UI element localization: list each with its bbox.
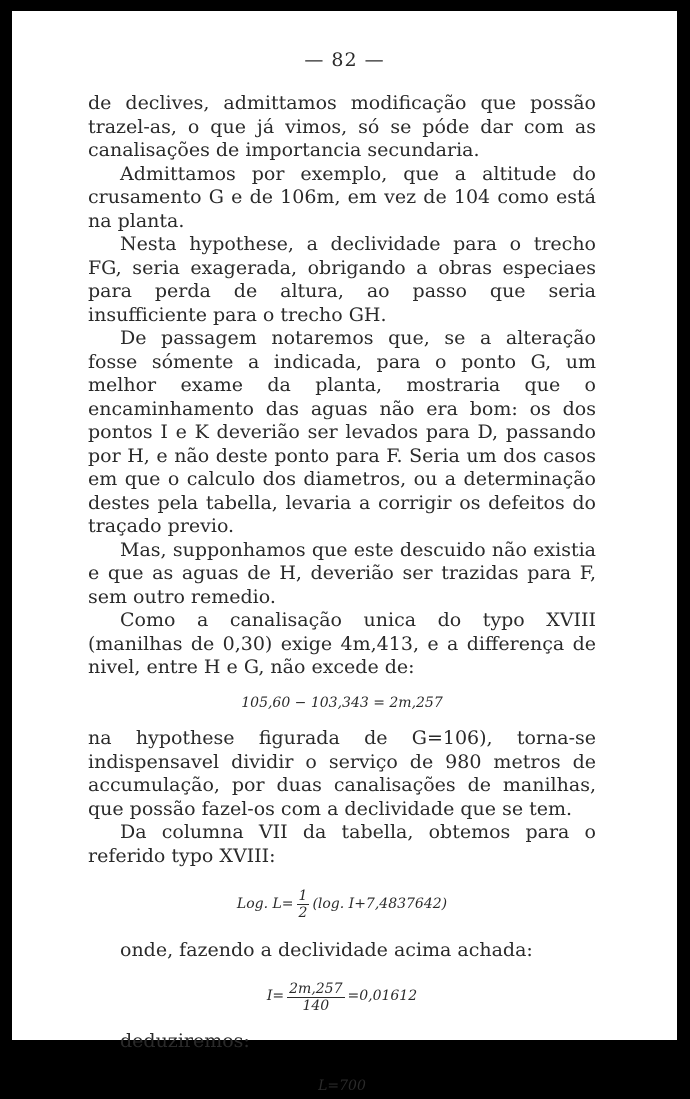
log-left: Log. L= [236,895,294,912]
formula-log-l [88,888,596,921]
fraction-half [297,888,310,921]
paragraph-4: De passagem notaremos que, se a alteração fosse sómente a indicada, para o ponto G, um melhor exame da planta, mostraria que o encaminhamento das aguas não era bom: os dos pontos I e K deverião ser levados para D, passando por H, e não deste ponto para F. Seria um dos casos em que o calculo dos diametros, ou a determinação destes pela tabella, levaria a corrigir os defeitos do traçado previo. [88,327,596,537]
paragraph-8: Da columna VII da tabella, obtemos para o referido typo XVIII: [88,821,596,867]
slope-denominator: 140 [302,997,330,1014]
fraction-denominator: 2 [298,905,308,921]
body-text [88,92,596,1099]
slope-numerator: 2m,257 [289,980,343,997]
slope-right: =0,01612 [347,988,418,1005]
fraction-numerator: 1 [298,888,308,904]
formula-result: L=700 [318,1078,366,1094]
formula-level-difference: 105,60 − 103,343 = 2m,257 [241,694,443,711]
document-page [12,11,677,1094]
page-number: — 82 — [304,49,385,71]
paragraph-7: na hypothese figurada de G=106), torna-se indispensavel dividir o serviço de 980 metros de accumulação, por duas canalisações de manilhas, que possão fazel-os com a declividade que se tem. [88,727,596,820]
slope-left: I= [266,988,285,1005]
paragraph-6: Como a canalisação unica do typo XVIII (manilhas de 0,30) exige 4m,413, e a differença de nivel, entre H e G, não excede de: [88,609,596,678]
fraction-slope [287,981,344,1014]
paragraph-1: de declives, admittamos modificação que possão trazel-as, o que já vimos, só se póde dar com as canalisações de importancia secundaria. [88,92,596,161]
formula-slope [88,981,596,1014]
paragraph-9: onde, fazendo a declividade acima achada: [120,939,533,961]
paragraph-3: Nesta hypothese, a declividade para o trecho FG, seria exagerada, obrigando a obras especiaes para perda de altura, ao passo que seria insufficiente para o trecho GH. [88,233,596,326]
log-right: (log. I+7,4837642) [312,895,448,912]
paragraph-10: deduziremos: [120,1029,250,1052]
paragraph-2: Admittamos por exemplo, que a altitude do crusamento G e de 106m, em vez de 104 como está na planta. [88,162,596,232]
paragraph-5: Mas, supponhamos que este descuido não existia e que as aguas de H, deverião ser trazidas para F, sem outro remedio. [88,538,596,608]
